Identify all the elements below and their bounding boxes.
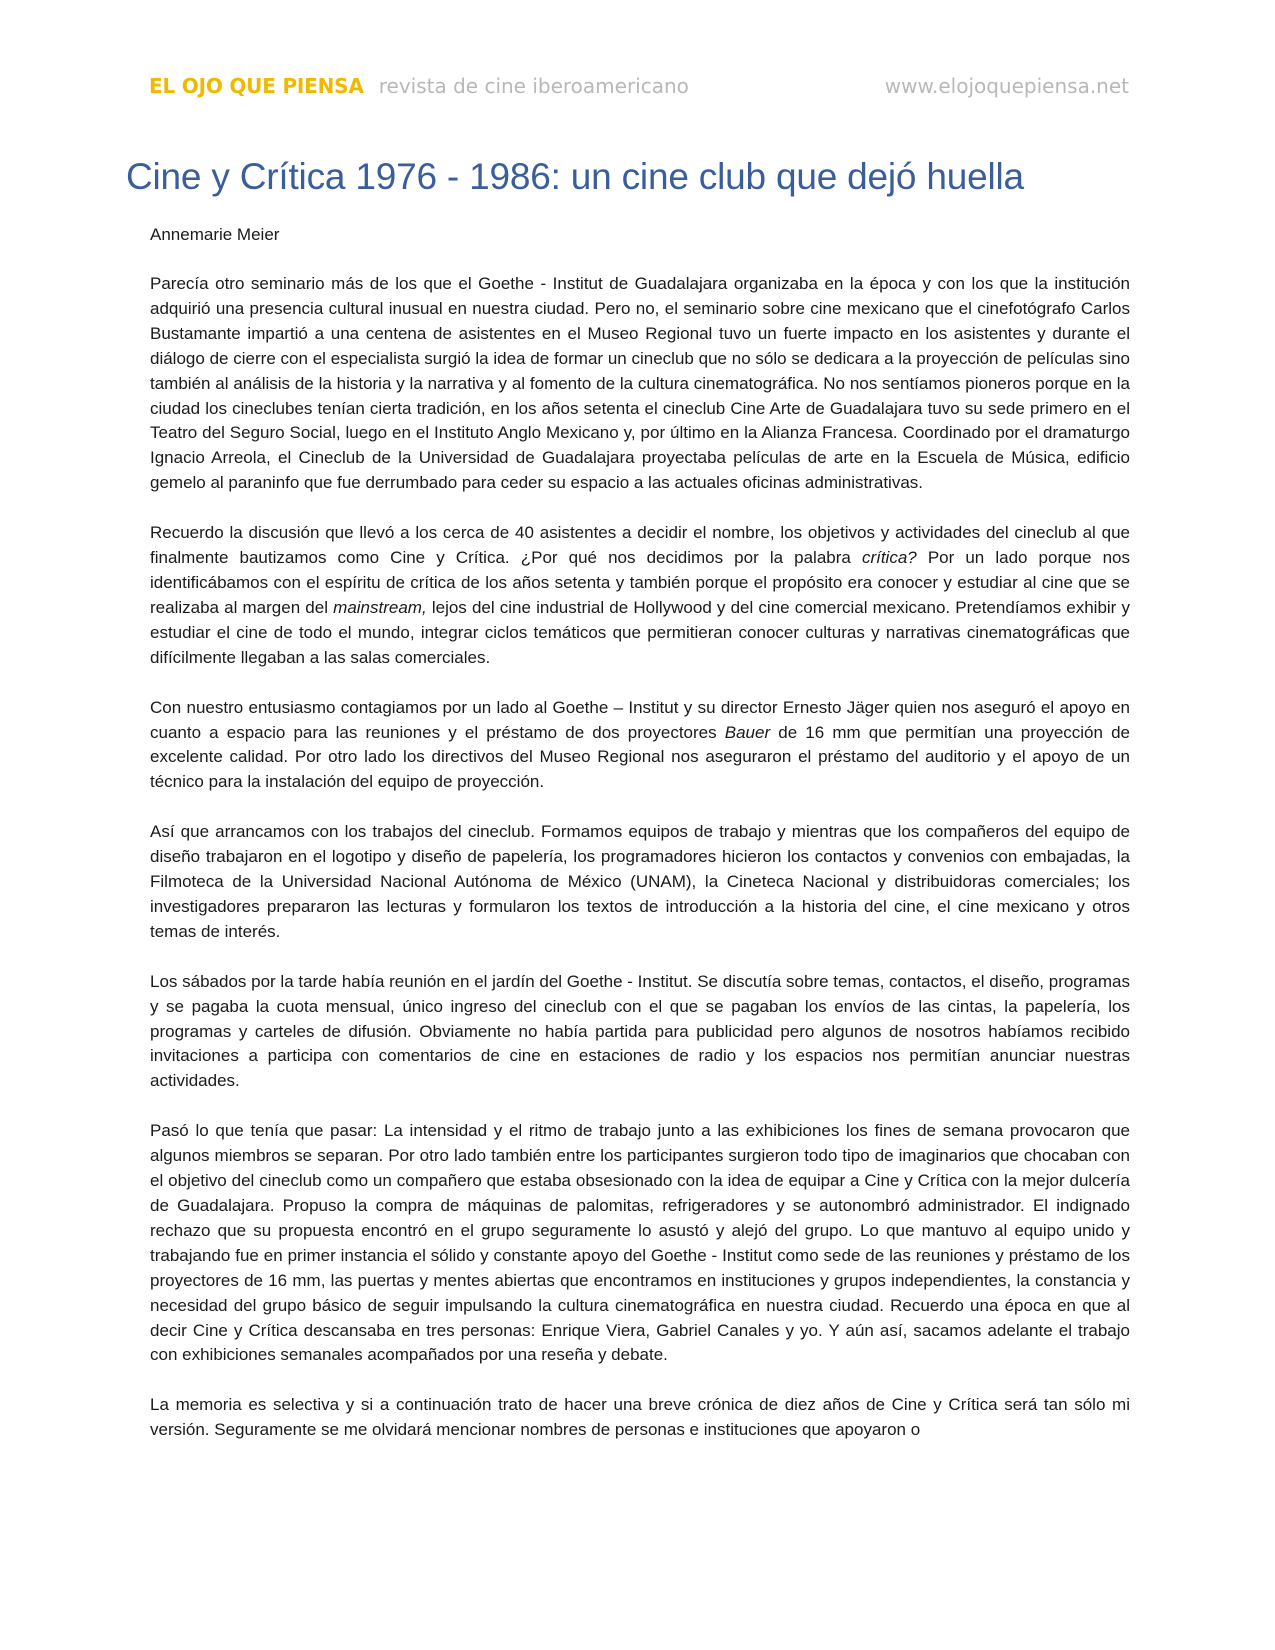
article-author: Annemarie Meier xyxy=(150,225,280,244)
paragraph-text: Los sábados por la tarde había reunión en el jardín del Goethe - Institut. Se discutía sobre temas, contactos, el diseño, programas y se pagaba la cuota mensual, único ingreso del cineclub con el que se pagaban los envíos de las cintas, la papelería, los programas y carteles de difusión. Obviamente no había partida para publicidad pero algunos de nosotros habíamos recibido invitaciones a participa con comentarios de cine en estaciones de radio y los espacios nos permitían anunciar nuestras actividades. xyxy=(150,971,1130,1091)
paragraph-text: La memoria es selectiva y si a continuación trato de hacer una breve crónica de diez años de Cine y Crítica será tan sólo mi versión. Seguramente se me olvidará mencionar nombres de personas e instituciones que apoyaron o xyxy=(150,1395,1130,1440)
italic-term: Bauer xyxy=(724,722,771,742)
paragraph-6 xyxy=(150,1119,1130,1368)
paragraph-1 xyxy=(150,272,1130,496)
paragraph-3 xyxy=(150,696,1130,796)
brand-subtitle: revista de cine iberoamericano xyxy=(378,74,689,98)
italic-term: crítica? xyxy=(861,548,917,568)
paragraph-text: Con nuestro entusiasmo contagiamos por un lado al Goethe – Institut y su director Ernesto Jäger quien nos aseguró el apoyo en cuanto a espacio para las reuniones y el préstamo de dos proyectores xyxy=(150,697,1130,742)
paragraph-7 xyxy=(150,1393,1130,1443)
paragraph-5 xyxy=(150,970,1130,1095)
paragraph-text: de 16 mm que permitían una proyección de excelente calidad. Por otro lado los directivos del Museo Regional nos aseguraron el préstamo del auditorio y el apoyo de un técnico para la instalación del equipo de proyección. xyxy=(150,722,1130,792)
paragraph-2 xyxy=(150,521,1130,670)
article-title: Cine y Crítica 1976 - 1986: un cine club que dejó huella xyxy=(126,156,1024,197)
paragraph-text: Por un lado porque nos identificábamos con el espíritu de crítica de los años setenta y también porque el propósito era conocer y estudiar al cine que se realizaba al margen del xyxy=(150,548,1130,617)
paragraph-text: Recuerdo la discusión que llevó a los cerca de 40 asistentes a decidir el nombre, los objetivos y actividades del cineclub al que finalmente bautizamos como Cine y Crítica. ¿Por qué nos decidimos por la palabra xyxy=(150,523,1130,568)
paragraph-text: Pasó lo que tenía que pasar: La intensidad y el ritmo de trabajo junto a las exhibiciones los fines de semana provocaron que algunos miembros se separan. Por otro lado también entre los participantes surgieron todo tipo de imaginarios que chocaban con el objetivo del cineclub como un compañero que estaba obsesionado con la idea de equipar a Cine y Crítica con la mejor dulcería de Guadalajara. Propuso la compra de máquinas de palomitas, refrigeradores y se autonombró administrador. El indignado rechazo que su propuesta encontró en el grupo seguramente lo asustó y alejó del grupo. Lo que mantuvo al equipo unido y trabajando fue en primer instancia el sólido y constante apoyo del Goethe - Institut como sede de las reuniones y préstamo de los proyectores de 16 mm, las puertas y mentes abiertas que encontramos en instituciones y grupos independientes, la constancia y necesidad del grupo básico de seguir impulsando la cultura cinematográfica en nuestra ciudad. Recuerdo una época en que al decir Cine y Crítica descansaba en tres personas: Enrique Viera, Gabriel Canales y yo. Y aún así, sacamos adelante el trabajo con exhibiciones semanales acompañados por una reseña y debate. xyxy=(150,1121,1130,1365)
paragraph-text: Así que arrancamos con los trabajos del cineclub. Formamos equipos de trabajo y mientras que los compañeros del equipo de diseño trabajaron en el logotipo y diseño de papelería, los programadores hicieron los contactos y convenios con embajadas, la Filmoteca de la Universidad Nacional Autónoma de México (UNAM), la Cineteca Nacional y distribuidoras comerciales; los investigadores prepararon las lecturas y formularon los textos de introducción a la historia del cine, el cine mexicano y otros temas de interés. xyxy=(150,822,1130,941)
brand-name: EL OJO QUE PIENSA xyxy=(149,74,364,98)
article-body xyxy=(150,272,1130,1468)
site-url: www.elojoquepiensa.net xyxy=(884,74,1129,98)
paragraph-4 xyxy=(150,820,1130,945)
paragraph-text: lejos del cine industrial de Hollywood y del cine comercial mexicano. Pretendíamos exhibir y estudiar el cine de todo el mundo, integrar ciclos temáticos que permitieran conocer culturas y narrativas cinematográficas que difícilmente llegaban a las salas comerciales. xyxy=(150,597,1130,667)
paragraph-text: Parecía otro seminario más de los que el Goethe - Institut de Guadalajara organizaba en la época y con los que la institución adquirió una presencia cultural inusual en nuestra ciudad. Pero no, el seminario sobre cine mexicano que el cinefotógrafo Carlos Bustamante impartió a una centena de asistentes en el Museo Regional tuvo un fuerte impacto en los asistentes y durante el diálogo de cierre con el especialista surgió la idea de formar un cineclub que no sólo se dedicara a la proyección de películas sino también al análisis de la historia y la narrativa y al fomento de la cultura cinematográfica. No nos sentíamos pioneros porque en la ciudad los cineclubes tenían cierta tradición, en los años setenta el cineclub Cine Arte de Guadalajara tuvo su sede primero en el Teatro del Seguro Social, luego en el Instituto Anglo Mexicano y, por último en la Alianza Francesa. Coordinado por el dramaturgo Ignacio Arreola, el Cineclub de la Universidad de Guadalajara proyectaba películas de arte en la Escuela de Música, edificio gemelo al paraninfo que fue derrumbado para ceder su espacio a las actuales oficinas administrativas. xyxy=(150,274,1130,493)
italic-term: mainstream, xyxy=(333,597,427,617)
header-left xyxy=(149,74,689,98)
page-header xyxy=(149,74,1129,106)
